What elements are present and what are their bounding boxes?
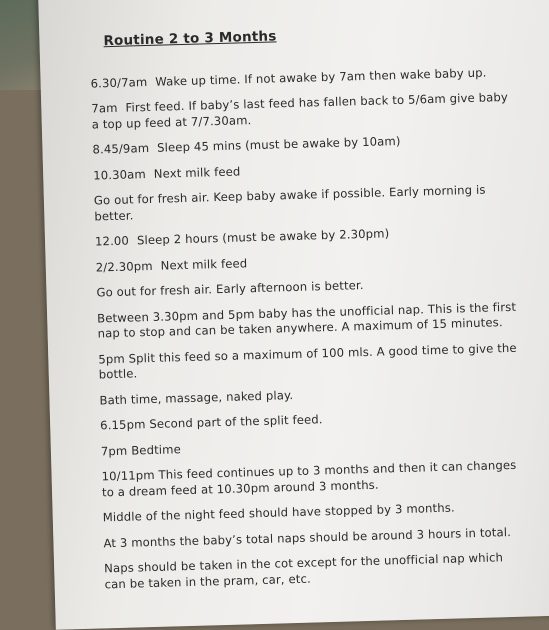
document-title: Routine 2 to 3 Months <box>103 28 277 50</box>
routine-entry <box>103 524 523 551</box>
routine-entry <box>101 432 521 459</box>
document-body <box>89 23 525 603</box>
routine-entry <box>100 407 520 434</box>
routine-entry <box>103 499 523 526</box>
routine-entry <box>98 340 519 383</box>
routine-entry <box>101 458 522 501</box>
entry-text: Middle of the night feed should have stopped by 3 months. <box>102 500 455 525</box>
routine-entry <box>92 131 512 158</box>
entry-text: 7pm Bedtime <box>100 441 182 458</box>
entry-text: Next milk feed <box>160 255 248 273</box>
entry-text: Next milk feed <box>153 163 241 181</box>
entry-text: Go out for fresh air. Keep baby awake if possible. Early morning is better. <box>93 182 486 224</box>
paper-sheet <box>38 0 549 630</box>
entry-text: Between 3.30pm and 5pm baby has the unofficial nap. This is the first nap to stop and can be taken anywhere. A maximum of 15 minutes. <box>96 299 517 341</box>
routine-entry <box>96 274 516 301</box>
entry-time: 10.30am <box>92 166 147 183</box>
entry-text: 5pm Split this feed so a maximum of 100 mls. A good time to give the bottle. <box>98 340 517 382</box>
routine-entry <box>97 299 518 342</box>
entry-text: Naps should be taken in the cot except for the unofficial nap which can be taken in the pram, car, etc. <box>103 550 504 591</box>
entry-text: 10/11pm This feed continues up to 3 months and then it can changes to a dream feed at 10.30pm around 3 months. <box>101 457 517 499</box>
routine-entry <box>91 90 512 133</box>
entry-text: 6.15pm Second part of the split feed. <box>99 412 323 433</box>
entry-text: At 3 months the baby’s total naps should be around 3 hours in total. <box>103 524 512 550</box>
entry-time: 2/2.30pm <box>95 258 153 274</box>
routine-entry <box>104 550 525 593</box>
routine-entry <box>96 248 516 275</box>
entry-time: 6.30/7am <box>90 74 148 91</box>
routine-entry <box>93 156 513 183</box>
entry-time: 12.00 <box>94 233 130 249</box>
entry-text: Wake up time. If not awake by 7am then wake baby up. <box>155 65 487 89</box>
routine-entry <box>99 381 519 408</box>
routine-entry <box>94 182 515 225</box>
entry-text: Go out for fresh air. Early afternoon is better. <box>96 278 364 300</box>
entry-time: 7am <box>91 100 118 116</box>
routine-entry <box>90 64 510 91</box>
entry-text: First feed. If baby’s last feed has fallen back to 5/6am give baby a top up feed at 7/7.30am. <box>91 89 509 132</box>
entry-text: Sleep 2 hours (must be awake by 2.30pm) <box>136 226 390 248</box>
routine-entry <box>95 223 515 250</box>
entry-time: 8.45/9am <box>92 140 150 157</box>
entry-text: Bath time, massage, naked play. <box>99 387 294 407</box>
entry-text: Sleep 45 mins (must be awake by 10am) <box>156 133 401 155</box>
